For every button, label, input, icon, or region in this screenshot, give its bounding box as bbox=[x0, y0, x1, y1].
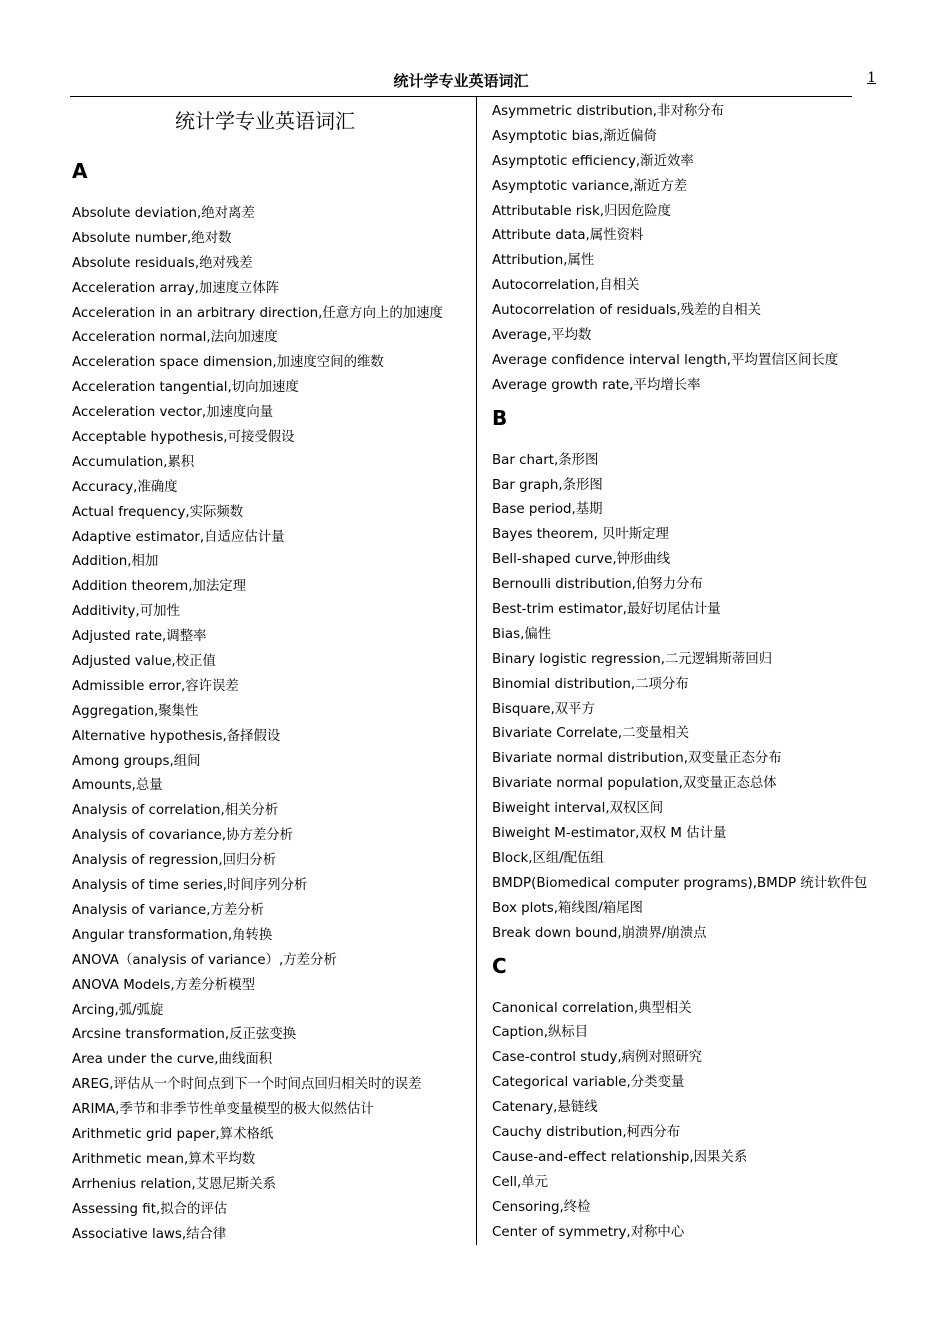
glossary-entry: Asymptotic efficiency,渐近效率 bbox=[492, 153, 694, 169]
term-list-a bbox=[72, 202, 472, 1247]
glossary-entry: Adjusted value,校正值 bbox=[72, 654, 216, 670]
glossary-entry: Among groups,组间 bbox=[72, 753, 201, 769]
glossary-entry: Analysis of regression,回归分析 bbox=[72, 853, 277, 869]
glossary-entry: Block,区组/配伍组 bbox=[492, 850, 604, 866]
glossary-entry: Acceptable hypothesis,可接受假设 bbox=[72, 430, 295, 446]
glossary-entry: Arithmetic grid paper,算术格纸 bbox=[72, 1126, 274, 1142]
glossary-entry: Associative laws,结合律 bbox=[72, 1226, 227, 1242]
glossary-entry: Bivariate normal distribution,双变量正态分布 bbox=[492, 751, 782, 767]
glossary-entry: Bias,偏性 bbox=[492, 626, 552, 642]
glossary-entry: Cell,单元 bbox=[492, 1174, 549, 1190]
glossary-entry: Acceleration array,加速度立体阵 bbox=[72, 280, 280, 296]
section-heading-b: B bbox=[492, 405, 508, 430]
glossary-entry: Binomial distribution,二项分布 bbox=[492, 676, 689, 692]
glossary-entry: Biweight interval,双权区间 bbox=[492, 801, 664, 817]
glossary-entry: Censoring,终检 bbox=[492, 1199, 591, 1215]
glossary-entry: Actual frequency,实际频数 bbox=[72, 504, 244, 520]
glossary-entry: Arcsine transformation,反正弦变换 bbox=[72, 1027, 297, 1043]
glossary-entry: Asymmetric distribution,非对称分布 bbox=[492, 104, 725, 119]
glossary-entry: Arrhenius relation,艾恩尼斯关系 bbox=[72, 1176, 276, 1192]
glossary-entry: Catenary,悬链线 bbox=[492, 1100, 598, 1116]
glossary-entry: Bivariate normal population,双变量正态总体 bbox=[492, 776, 777, 792]
glossary-entry: BMDP(Biomedical computer programs),BMDP 统计软件包 bbox=[492, 875, 868, 891]
glossary-entry: Cause-and-effect relationship,因果关系 bbox=[492, 1149, 748, 1165]
glossary-entry: Canonical correlation,典型相关 bbox=[492, 1000, 692, 1016]
glossary-entry: Bayes theorem, 贝叶斯定理 bbox=[492, 527, 669, 543]
glossary-entry: Angular transformation,角转换 bbox=[72, 927, 273, 943]
glossary-entry: Alternative hypothesis,备择假设 bbox=[72, 728, 281, 744]
column-divider bbox=[476, 97, 477, 1245]
glossary-entry: Acceleration tangential,切向加速度 bbox=[72, 380, 299, 396]
glossary-entry: Acceleration in an arbitrary direction,任意方向上的加速度 bbox=[72, 305, 443, 321]
glossary-entry: Cauchy distribution,柯西分布 bbox=[492, 1124, 681, 1140]
section-heading-c: C bbox=[492, 953, 507, 978]
glossary-entry: Acceleration normal,法向加速度 bbox=[72, 330, 278, 346]
page-header bbox=[70, 68, 876, 97]
glossary-entry: Center of symmetry,对称中心 bbox=[492, 1224, 685, 1240]
glossary-entry: Attribution,属性 bbox=[492, 253, 595, 269]
glossary-entry: Bernoulli distribution,伯努力分布 bbox=[492, 577, 703, 593]
header-title: 统计学专业英语词汇 bbox=[393, 72, 529, 90]
glossary-entry: Acceleration space dimension,加速度空间的维数 bbox=[72, 355, 384, 371]
term-list-a-continued bbox=[492, 100, 932, 399]
glossary-entry: Average confidence interval length,平均置信区间长度 bbox=[492, 352, 839, 368]
right-column bbox=[492, 100, 932, 1245]
glossary-entry: Accumulation,累积 bbox=[72, 454, 195, 470]
glossary-entry: Average,平均数 bbox=[492, 328, 592, 344]
glossary-entry: ARIMA,季节和非季节性单变量模型的极大似然估计 bbox=[72, 1102, 374, 1118]
glossary-entry: Aggregation,聚集性 bbox=[72, 703, 199, 719]
glossary-entry: Asymptotic variance,渐近方差 bbox=[492, 178, 688, 194]
glossary-entry: Addition,相加 bbox=[72, 554, 159, 570]
glossary-entry: Bar chart,条形图 bbox=[492, 452, 599, 468]
glossary-entry: Categorical variable,分类变量 bbox=[492, 1075, 685, 1091]
glossary-entry: Arithmetic mean,算术平均数 bbox=[72, 1151, 256, 1167]
glossary-entry: AREG,评估从一个时间点到下一个时间点回归相关时的误差 bbox=[72, 1077, 422, 1093]
glossary-entry: Adjusted rate,调整率 bbox=[72, 629, 207, 645]
document-title: 统计学专业英语词汇 bbox=[175, 109, 355, 133]
glossary-entry: Bisquare,双平方 bbox=[492, 701, 595, 717]
glossary-entry: Best-trim estimator,最好切尾估计量 bbox=[492, 602, 721, 618]
glossary-entry: Analysis of covariance,协方差分析 bbox=[72, 828, 294, 844]
glossary-entry: Average growth rate,平均增长率 bbox=[492, 377, 701, 393]
glossary-entry: Caption,纵标目 bbox=[492, 1025, 589, 1041]
left-column bbox=[72, 100, 472, 1247]
glossary-entry: Base period,基期 bbox=[492, 502, 603, 518]
glossary-entry: Area under the curve,曲线面积 bbox=[72, 1052, 273, 1068]
page-number: 1 bbox=[867, 70, 876, 86]
glossary-entry: Accuracy,准确度 bbox=[72, 479, 178, 495]
glossary-entry: Admissible error,容许误差 bbox=[72, 678, 239, 694]
glossary-entry: Addition theorem,加法定理 bbox=[72, 579, 247, 595]
section-heading-a: A bbox=[72, 159, 88, 183]
glossary-entry: Bivariate Correlate,二变量相关 bbox=[492, 726, 690, 742]
glossary-entry: Adaptive estimator,自适应估计量 bbox=[72, 529, 285, 545]
glossary-entry: Autocorrelation of residuals,残差的自相关 bbox=[492, 303, 761, 319]
glossary-entry: Box plots,箱线图/箱尾图 bbox=[492, 900, 643, 916]
glossary-entry: Attribute data,属性资料 bbox=[492, 228, 644, 244]
glossary-entry: Absolute deviation,绝对离差 bbox=[72, 206, 255, 221]
glossary-entry: Additivity,可加性 bbox=[72, 604, 180, 620]
glossary-entry: Case-control study,病例对照研究 bbox=[492, 1050, 703, 1066]
glossary-entry: ANOVA Models,方差分析模型 bbox=[72, 977, 255, 993]
glossary-entry: Absolute number,绝对数 bbox=[72, 230, 232, 246]
glossary-entry: Biweight M-estimator,双权 M 估计量 bbox=[492, 826, 727, 842]
glossary-entry: Attributable risk,归因危险度 bbox=[492, 203, 671, 219]
term-list-c bbox=[492, 997, 932, 1246]
glossary-entry: Amounts,总量 bbox=[72, 778, 163, 794]
glossary-entry: Analysis of time series,时间序列分析 bbox=[72, 878, 308, 894]
glossary-entry: Analysis of variance,方差分析 bbox=[72, 902, 265, 918]
glossary-entry: Bell-shaped curve,钟形曲线 bbox=[492, 552, 671, 568]
glossary-entry: Assessing fit,拟合的评估 bbox=[72, 1201, 228, 1217]
glossary-entry: Asymptotic bias,渐近偏倚 bbox=[492, 128, 657, 144]
glossary-entry: Break down bound,崩溃界/崩溃点 bbox=[492, 925, 707, 941]
glossary-entry: Bar graph,条形图 bbox=[492, 477, 603, 493]
glossary-entry: Analysis of correlation,相关分析 bbox=[72, 803, 279, 819]
glossary-entry: Absolute residuals,绝对残差 bbox=[72, 255, 253, 271]
glossary-entry: Arcing,弧/弧旋 bbox=[72, 1002, 164, 1018]
glossary-entry: ANOVA（analysis of variance）,方差分析 bbox=[72, 952, 337, 968]
glossary-entry: Binary logistic regression,二元逻辑斯蒂回归 bbox=[492, 651, 773, 667]
glossary-entry: Autocorrelation,自相关 bbox=[492, 278, 640, 294]
glossary-entry: Acceleration vector,加速度向量 bbox=[72, 405, 274, 421]
term-list-b bbox=[492, 449, 932, 947]
